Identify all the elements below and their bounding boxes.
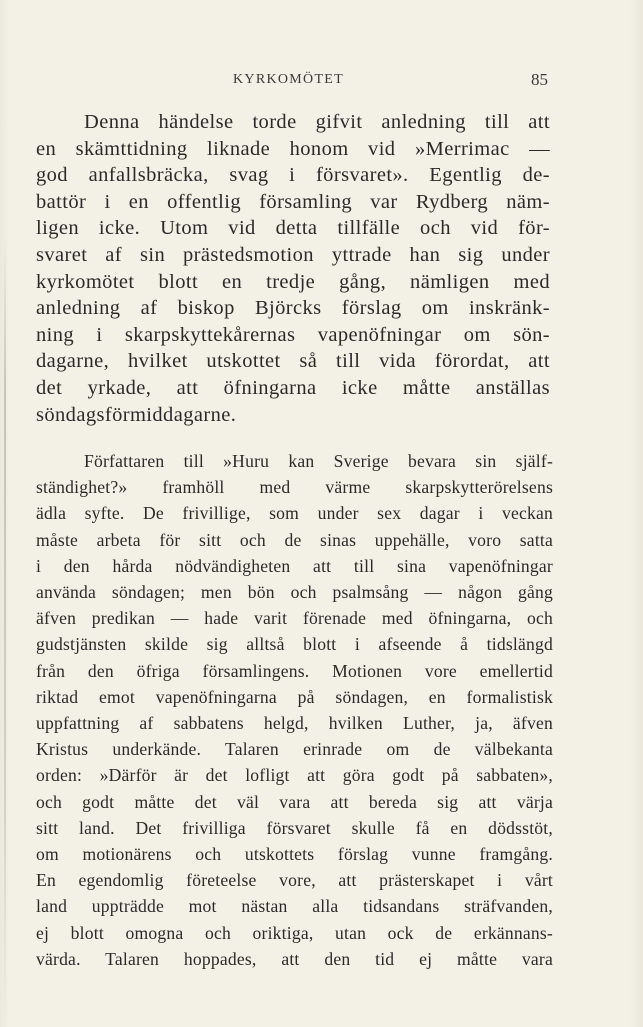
text-line: om motionärens och utskottets förslag vunne framgång.	[36, 844, 553, 865]
text-line: ej blott omogna och oriktiga, utan ock de erkännans-	[36, 922, 553, 943]
text-line: orden: »Därför är det lofligt att göra godt på sabbaten»,	[36, 765, 553, 786]
text-line: Författaren till »Huru kan Sverige bevara sin själf-	[84, 451, 553, 471]
text-line: ständighet?» framhöll med värme skarpskytterörelsens	[36, 477, 553, 498]
text-line: en skämttidning liknade honom vid »Merrimac —	[36, 137, 550, 160]
text-line: söndagsförmiddagarne.	[36, 403, 237, 426]
text-line: En egendomlig företeelse vore, att prästerskapet i vårt	[36, 870, 553, 891]
text-line: det yrkade, att öfningarna icke måtte anställas	[36, 376, 550, 399]
text-line: sitt land. Det frivilliga försvaret skulle få en dödsstöt,	[36, 817, 553, 838]
text-line: riktad emot vapenöfningarna på söndagen, en formalistisk	[36, 686, 553, 707]
text-line: äfven predikan — hade varit förenade med öfningarna, och	[36, 608, 553, 629]
text-line: land uppträdde mot nästan alla tidsandans sträfvanden,	[36, 896, 553, 917]
text-line: måste arbeta för sitt och de sinas uppehälle, voro satta	[36, 529, 553, 550]
paragraph-1	[36, 109, 550, 428]
text-line: battör i en offentlig församling var Rydberg näm-	[36, 190, 550, 213]
text-line: från den öfriga församlingens. Motionen vore emellertid	[36, 660, 553, 681]
running-title: KYRKOMÖTET	[233, 72, 344, 87]
text-line: använda söndagen; men bön och psalmsång — någon gång	[36, 582, 553, 603]
text-line: och godt måtte det väl vara att bereda sig att värja	[36, 791, 553, 812]
text-line: god anfallsbräcka, svag i försvaret». Egentlig de-	[36, 164, 550, 187]
text-line: Denna händelse torde gifvit anledning till att	[84, 111, 550, 133]
text-line: dagarne, hvilket utskottet så till vida förordat, att	[36, 350, 550, 373]
text-line: anledning af biskop Björcks förslag om inskränk-	[36, 297, 550, 320]
text-line: Kristus underkände. Talaren erinrade om de välbekanta	[36, 739, 553, 760]
text-line: uppfattning af sabbatens helgd, hvilken Luther, ja, äfven	[36, 713, 553, 734]
text-line: ligen icke. Utom vid detta tillfälle och vid för-	[36, 217, 550, 240]
paragraph-2	[36, 448, 553, 972]
binding-shadow	[4, 240, 6, 1020]
text-line: ädla syfte. De frivillige, som under sex dagar i veckan	[36, 503, 553, 524]
text-line: svaret af sin prästedsmotion yttrade han sig under	[36, 243, 550, 266]
text-line: kyrkomötet blott en tredje gång, nämligen med	[36, 270, 550, 293]
text-line: i den hårda nödvändigheten att till sina vapenöfningar	[36, 555, 553, 576]
text-line: gudstjänsten skilde sig alltså blott i afseende å tidslängd	[36, 634, 553, 655]
text-line: ning i skarpskyttekårernas vapenöfningar om sön-	[36, 323, 550, 346]
page-number: 85	[531, 70, 548, 89]
text-line: värda. Talaren hoppades, att den tid ej måtte vara	[36, 948, 553, 969]
page-header	[0, 70, 643, 94]
